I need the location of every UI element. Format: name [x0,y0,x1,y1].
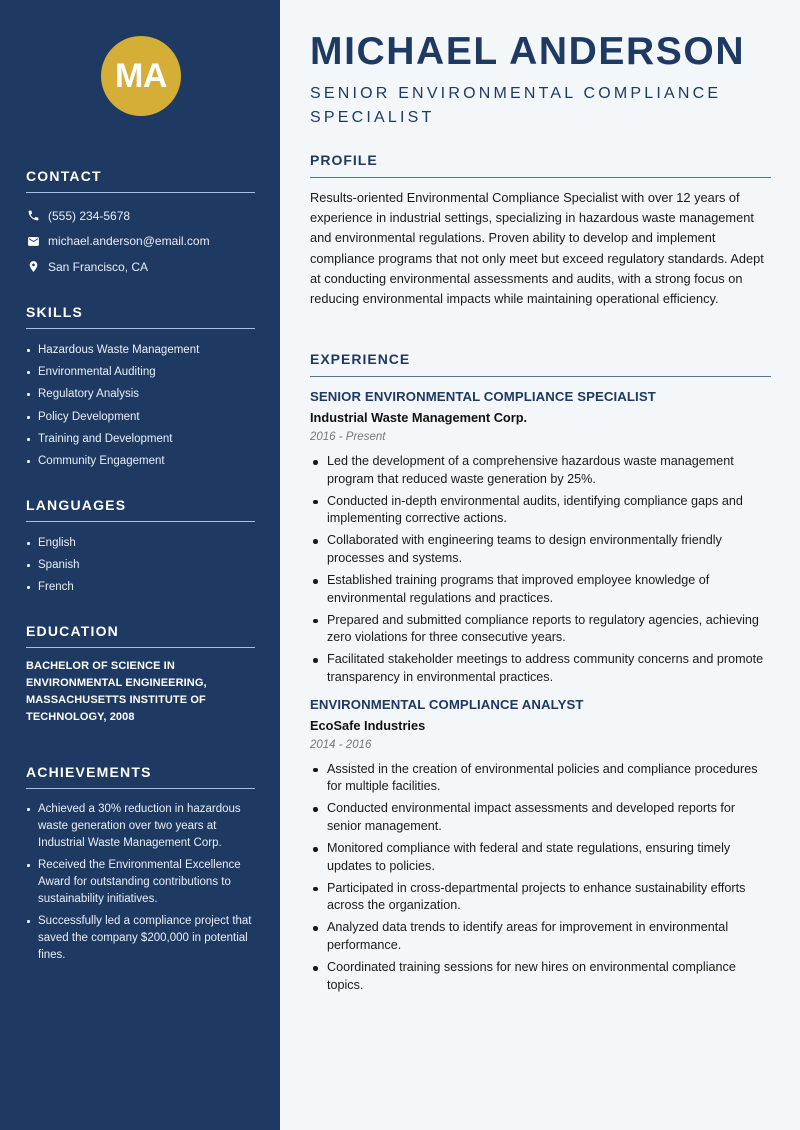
job-bullet: Prepared and submitted compliance reports to regulatory agencies, achieving zero violations for three consecutive years. [310,612,771,647]
job-bullet: Participated in cross-departmental projects to enhance sustainability efforts across the organization. [310,880,771,915]
language-item: Spanish [26,554,255,576]
skills-heading: SKILLS [26,304,255,329]
contact-email-text: michael.anderson@email.com [48,234,210,249]
job-entry [310,697,771,995]
avatar-initials: MA [115,56,167,95]
contact-list [26,203,255,280]
contact-location [26,254,255,280]
skill-item: Hazardous Waste Management [26,339,255,361]
language-item: French [26,576,255,598]
skill-item: Community Engagement [26,450,255,472]
languages-list [26,532,255,599]
job-bullets [310,761,771,995]
skill-item: Regulatory Analysis [26,383,255,405]
candidate-name: MICHAEL ANDERSON [310,30,746,73]
job-bullet: Led the development of a comprehensive hazardous waste management program that reduced waste generation by 25%. [310,453,771,488]
job-dates: 2016 - Present [310,431,386,443]
job-bullet: Coordinated training sessions for new hires on environmental compliance topics. [310,959,771,994]
contact-phone-text: (555) 234-5678 [48,208,131,223]
language-item: English [26,532,255,554]
education-heading: EDUCATION [26,623,255,648]
achievement-item: Successfully led a compliance project that saved the company $200,000 in potential fines. [26,913,255,964]
profile-heading: PROFILE [310,152,771,178]
job-bullet: Analyzed data trends to identify areas for improvement in environmental performance. [310,919,771,954]
main-content [280,0,800,1130]
job-bullets [310,453,771,687]
email-icon [26,234,40,248]
experience-heading: EXPERIENCE [310,351,771,377]
job-company: Industrial Waste Management Corp. [310,410,528,425]
candidate-title: SENIOR ENVIRONMENTAL COMPLIANCE SPECIALIST [310,85,722,126]
phone-icon [26,209,40,223]
skill-item: Environmental Auditing [26,361,255,383]
job-bullet: Facilitated stakeholder meetings to address community concerns and promote transparency in environmental practices. [310,651,771,686]
job-company: EcoSafe Industries [310,717,426,733]
achievements-heading: ACHIEVEMENTS [26,764,255,789]
job-title: ENVIRONMENTAL COMPLIANCE ANALYST [310,696,584,712]
job-title: SENIOR ENVIRONMENTAL COMPLIANCE SPECIALIST [310,389,656,404]
job-bullet: Collaborated with engineering teams to design environmentally friendly processes and systems. [310,532,771,567]
job-bullet: Conducted in-depth environmental audits, identifying compliance gaps and implementing corrective actions. [310,493,771,528]
avatar [101,36,181,116]
job-bullet: Assisted in the creation of environmental policies and compliance procedures for multiple facilities. [310,761,771,796]
contact-location-text: San Francisco, CA [48,259,149,274]
location-pin-icon [26,260,40,274]
achievement-item: Received the Environmental Excellence Award for outstanding contributions to sustainability initiatives. [26,857,255,908]
languages-section [26,497,255,599]
achievement-item: Achieved a 30% reduction in hazardous waste generation over two years at Industrial Waste Management Corp. [26,801,255,852]
skill-item: Training and Development [26,428,255,450]
skills-section [26,304,255,472]
job-dates: 2014 - 2016 [310,738,372,751]
job-bullet: Monitored compliance with federal and state regulations, ensuring timely updates to policies. [310,840,771,875]
achievements-section [26,764,255,969]
contact-heading: CONTACT [26,168,255,193]
job-entry [310,389,771,687]
education-section [26,623,255,726]
education-degree: BACHELOR OF SCIENCE IN ENVIRONMENTAL ENGINEERING, MASSACHUSETTS INSTITUTE OF TECHNOLOGY, 2008 [26,660,207,723]
contact-email [26,229,255,255]
profile-section [310,152,771,309]
skills-list [26,339,255,472]
contact-phone [26,203,255,229]
languages-heading: LANGUAGES [26,497,255,522]
contact-section [26,168,255,280]
experience-section [310,351,771,999]
skill-item: Policy Development [26,406,255,428]
profile-summary: Results-oriented Environmental Compliance Specialist with over 12 years of experience in industrial settings, specializing in hazardous waste management and environmental regulations. Proven ability to develop and implement compliance programs that not only meet but exceed regulatory standards. Adept at conducting environmental assessments and audits, with a strong focus on reducing environmental impacts while maintaining operational efficiency. [310,190,764,307]
job-bullet: Established training programs that improved employee knowledge of environmental regulations and practices. [310,572,771,607]
achievements-list [26,801,255,964]
job-bullet: Conducted environmental impact assessments and developed reports for senior management. [310,800,771,835]
sidebar [0,0,280,1130]
